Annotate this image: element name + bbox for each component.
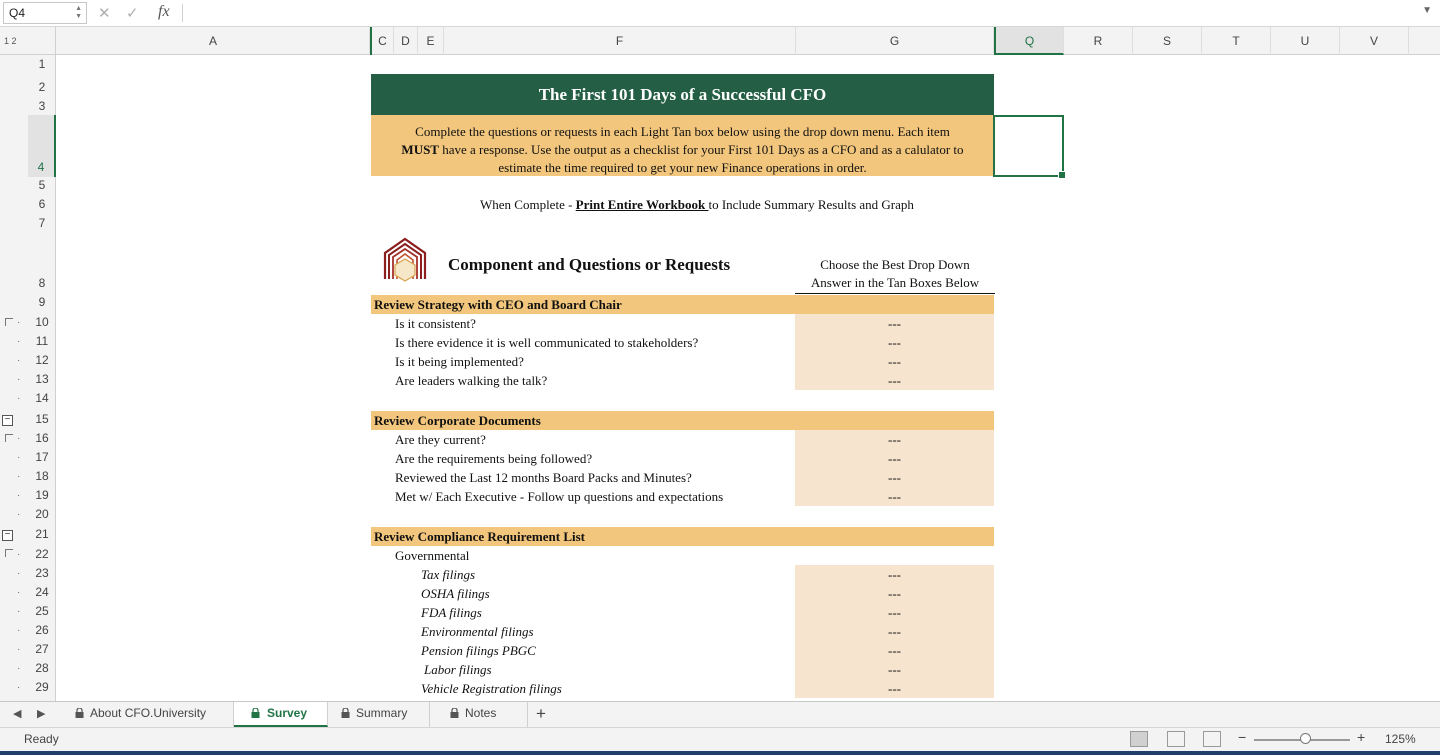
cancel-icon[interactable]: ✕ (98, 5, 111, 22)
outline-group-bracket (5, 434, 13, 442)
name-box[interactable] (3, 2, 87, 24)
status-bar (0, 727, 1440, 751)
answer-dropdown[interactable]: --- (795, 487, 994, 506)
prev-sheet-icon[interactable]: ◀ (13, 708, 22, 720)
answer-dropdown[interactable]: --- (795, 430, 994, 449)
tab-survey[interactable] (234, 702, 328, 727)
outline-dot: · (17, 336, 21, 347)
column-header-bar (0, 27, 1440, 55)
dock-strip (0, 751, 1440, 755)
row-header[interactable]: 17 (35, 450, 49, 464)
question-label: Are leaders walking the talk? (395, 373, 548, 388)
add-sheet-button[interactable]: + (536, 704, 546, 723)
section-header: Review Corporate Documents (371, 411, 994, 430)
row-header[interactable]: 5 (38, 178, 46, 192)
row-header[interactable]: 6 (38, 197, 46, 211)
row-header[interactable]: 14 (35, 391, 49, 405)
answer-dropdown[interactable]: --- (795, 333, 994, 352)
lock-icon (450, 708, 459, 718)
insert-function-icon[interactable]: fx (158, 3, 170, 20)
outline-level-buttons[interactable]: 1 2 (0, 27, 56, 55)
row-header[interactable]: 4 (28, 115, 56, 177)
outline-collapse-icon[interactable]: − (2, 530, 13, 541)
choose-line-2: Answer in the Tan Boxes Below (810, 275, 980, 290)
row-header[interactable]: 11 (35, 334, 49, 348)
print-instruction (480, 197, 914, 213)
row-header[interactable]: 28 (35, 661, 49, 675)
outline-dot: · (17, 374, 21, 385)
outline-group-bracket (5, 318, 13, 326)
page-layout-view-icon[interactable] (1167, 731, 1185, 747)
name-box-value: Q4 (9, 6, 26, 20)
row-header[interactable]: 7 (38, 216, 46, 230)
outline-dot: · (17, 644, 21, 655)
outline-dot: · (17, 490, 21, 501)
column-header-t[interactable]: T (1202, 27, 1271, 55)
tab-notes[interactable] (445, 702, 528, 727)
enter-check-icon[interactable]: ✓ (126, 5, 139, 22)
column-header-u[interactable]: U (1271, 27, 1340, 55)
status-text: Ready (24, 732, 59, 746)
section-header: Review Compliance Requirement List (371, 527, 994, 546)
zoom-slider-handle[interactable] (1300, 733, 1311, 744)
instructions-box (371, 115, 994, 176)
row-header[interactable]: 13 (35, 372, 49, 386)
selected-cell-q4[interactable] (993, 115, 1064, 177)
column-header-q[interactable]: Q (994, 27, 1064, 55)
answer-dropdown[interactable]: --- (795, 371, 994, 390)
row-header[interactable]: 23 (35, 566, 49, 580)
choose-answer-heading (795, 256, 995, 294)
name-box-spinner-icon[interactable]: ▲ ▼ (75, 5, 82, 20)
question-label: Reviewed the Last 12 months Board Packs and Minutes? (395, 470, 692, 485)
column-header-d[interactable]: D (394, 27, 418, 55)
normal-view-icon[interactable] (1130, 731, 1148, 747)
outline-dot: · (17, 568, 21, 579)
outline-collapse-icon[interactable]: − (2, 415, 13, 426)
outline-dot: · (17, 433, 21, 444)
outline-dot: · (17, 587, 21, 598)
sheet-tab-bar (0, 701, 1440, 727)
question-label: Is there evidence it is well communicated to stakeholders? (395, 335, 699, 350)
answer-dropdown[interactable]: --- (795, 314, 994, 333)
formula-bar (0, 0, 1440, 27)
cfo-university-logo (381, 235, 429, 283)
instructions-line-2: have a response. Use the output as a checklist for your First 101 Days as a CFO and as a calulator to (438, 142, 964, 157)
question-label: OSHA filings (421, 586, 490, 601)
answer-dropdown[interactable]: --- (795, 468, 994, 487)
question-label: Environmental filings (421, 624, 534, 639)
question-label: Pension filings PBGC (421, 643, 536, 658)
section-header: Review Strategy with CEO and Board Chair (371, 295, 994, 314)
outline-dot: · (17, 549, 21, 560)
instructions-must: MUST (401, 142, 439, 157)
print-instruction-prefix: When Complete - (480, 197, 576, 212)
zoom-level[interactable]: 125% (1385, 732, 1416, 746)
component-heading: Component and Questions or Requests (448, 255, 731, 274)
tab-about-cfo-university[interactable] (70, 702, 234, 727)
row-header[interactable]: 27 (35, 642, 49, 656)
outline-dot: · (17, 625, 21, 636)
row-header[interactable]: 18 (35, 469, 49, 483)
question-label: Vehicle Registration filings (421, 681, 562, 696)
formula-expand-icon[interactable]: ▼ (1422, 5, 1432, 16)
question-label: FDA filings (421, 605, 482, 620)
outline-dot: · (17, 663, 21, 674)
column-header-c[interactable]: C (370, 27, 394, 55)
row-header[interactable]: 22 (35, 547, 49, 561)
instructions-line-1: Complete the questions or requests in each Light Tan box below using the drop down menu. Each item (415, 124, 950, 139)
outline-group-bracket (5, 549, 13, 557)
tab-label: About CFO.University (90, 706, 207, 720)
question-label: Are the requirements being followed? (395, 451, 593, 466)
column-header-v[interactable]: V (1340, 27, 1409, 55)
row-header[interactable]: 21 (35, 527, 49, 541)
outline-dot: · (17, 682, 21, 693)
question-label: Tax filings (421, 567, 476, 582)
sheet-title: The First 101 Days of a Successful CFO (371, 74, 994, 115)
row-header-bar (0, 55, 56, 701)
outline-dot: · (17, 471, 21, 482)
answer-dropdown[interactable]: --- (795, 641, 994, 660)
row-header[interactable]: 12 (35, 353, 49, 367)
outline-dot: · (17, 509, 21, 520)
outline-dot: · (17, 452, 21, 463)
outline-dot: · (17, 393, 21, 404)
column-header-g[interactable]: G (796, 27, 994, 55)
answer-dropdown[interactable]: --- (795, 622, 994, 641)
formula-separator (182, 4, 183, 22)
row-header[interactable]: 9 (38, 295, 46, 309)
answer-dropdown[interactable]: --- (795, 584, 994, 603)
subsection-label: Governmental (395, 548, 470, 563)
question-label: Labor filings (424, 662, 492, 677)
row-header[interactable]: 16 (35, 431, 49, 445)
zoom-in-button[interactable]: + (1357, 729, 1366, 745)
column-header-s[interactable]: S (1133, 27, 1202, 55)
answer-dropdown[interactable]: --- (795, 679, 994, 698)
lock-icon (251, 708, 260, 718)
column-header-e[interactable]: E (418, 27, 444, 55)
zoom-out-button[interactable]: − (1238, 729, 1247, 745)
question-label: Met w/ Each Executive - Follow up questions and expectations (395, 489, 724, 504)
answer-dropdown[interactable]: --- (795, 603, 994, 622)
lock-icon (75, 708, 84, 718)
row-header[interactable]: 26 (35, 623, 49, 637)
question-label: Are they current? (395, 432, 486, 447)
column-header-a[interactable]: A (57, 27, 370, 55)
column-header-f[interactable]: F (444, 27, 796, 55)
row-header[interactable]: 24 (35, 585, 49, 599)
row-header[interactable]: 1 (38, 57, 46, 71)
row-header[interactable]: 15 (35, 412, 49, 426)
question-label: Is it being implemented? (395, 354, 524, 369)
print-workbook-link[interactable]: Print Entire Workbook (575, 197, 709, 212)
tab-label: Survey (267, 706, 308, 720)
question-label: Is it consistent? (395, 316, 476, 331)
answer-dropdown[interactable]: --- (795, 352, 994, 371)
outline-dot: · (17, 606, 21, 617)
formula-input[interactable] (190, 5, 1410, 23)
lock-icon (341, 708, 350, 718)
next-sheet-icon[interactable]: ▶ (37, 708, 46, 720)
choose-line-1: Choose the Best Drop Down (820, 257, 970, 272)
answer-dropdown[interactable]: --- (795, 449, 994, 468)
answer-dropdown[interactable]: --- (795, 660, 994, 679)
row-header[interactable]: 3 (38, 99, 46, 113)
row-header[interactable]: 2 (38, 80, 46, 94)
print-instruction-suffix: to Include Summary Results and Graph (708, 197, 914, 212)
row-header[interactable]: 8 (38, 276, 46, 290)
row-header[interactable]: 19 (35, 488, 49, 502)
outline-dot: · (17, 355, 21, 366)
tab-label: Summary (356, 706, 408, 720)
tab-summary[interactable] (336, 702, 430, 727)
row-header[interactable]: 25 (35, 604, 49, 618)
worksheet-grid[interactable] (57, 55, 1440, 701)
row-header[interactable]: 10 (35, 315, 49, 329)
column-header-r[interactable]: R (1064, 27, 1133, 55)
page-break-view-icon[interactable] (1203, 731, 1221, 747)
instructions-line-3: estimate the time required to get your new Finance operations in order. (498, 160, 867, 175)
tab-label: Notes (465, 706, 497, 720)
answer-dropdown[interactable]: --- (795, 565, 994, 584)
row-header[interactable]: 29 (35, 680, 49, 694)
outline-dot: · (17, 317, 21, 328)
row-header[interactable]: 20 (35, 507, 49, 521)
